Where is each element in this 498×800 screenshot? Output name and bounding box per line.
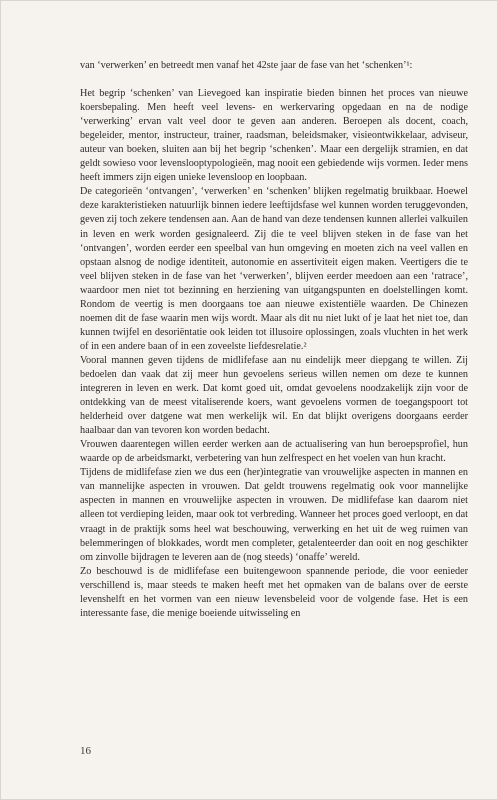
paragraph-7: Zo beschouwd is de midlifefase een buitengewoon spannende periode, die voor eenieder verschillend is, maar steeds te maken heeft met het opmaken van de balans over de eerste levenshelft en het vormen van een nieuw levensbeleid voor de volgende fase. Het is een interessante fase, die menige boeiende uitwisseling en [80, 565, 468, 619]
paragraph-4: Vooral mannen geven tijdens de midlifefase aan nu eindelijk meer diepgang te willen. Zij bedoelen dan vaak dat zij meer hun gevoelens serieus willen nemen om deze te kunnen integreren in leven en werk. Dat komt goed uit, omdat gevoelens noodzakelijk zijn voor de ontdekking van de meest vitaliserende koers, want gevoelens vormen de toegangspoort tot helderheid over datgene wat men werkelijk wil. En dat blijkt overigens doorgaans eerder haalbaar dan van tevoren kon worden bedacht. [80, 354, 468, 437]
paragraph-6: Tijdens de midlifefase zien we dus een (her)integratie van vrouwelijke aspecten in mannen en van mannelijke aspecten in vrouwen. Dat geldt trouwens regelmatig ook voor mannelijke aspecten in mannen en vrouwelijke aspecten in vrouwen. De midlifefase kan daarom niet alleen tot verdieping leiden, maar ook tot verbreding. Wanneer het proces goed verloopt, en dat vraagt in de praktijk soms heel wat beschouwing, verwerking en het uit de weg ruimen van belemmeringen of blokkades, wordt men completer, getalenteerder dan ooit en nog geschikter om zinvolle bijdragen te leveren aan de (nog steeds) ‘onaffe’ wereld. [80, 467, 468, 563]
page-number: 16 [80, 745, 91, 757]
paragraph-3: De categorieën ‘ontvangen’, ‘verwerken’ en ‘schenken’ blijken regelmatig bruikbaar. Hoewel deze karakteristieken natuurlijk binnen iedere leeftijdsfase wel kunnen worden teruggevonden, geven zij toch zekere tendensen aan. Aan de hand van deze tendensen kunnen allerlei valkuilen in leven en werk worden gesignaleerd. Zij die te veel blijven steken in de fase van het ‘ontvangen’, worden eerder een speelbal van hun omgeving en moeten zich na veel vallen en opstaan alsnog de nodige identiteit, autonomie en assertiviteit eigen maken. Veertigers die te veel blijven steken in de fase van het ‘verwerken’, blijven eerder meedoen aan een ‘ratrace’, waardoor men niet tot bezinning en herziening van uitgangspunten en doelstellingen komt. Rondom de veertig is men doorgaans toe aan nieuwe existentiële waarden. De Chinezen noemen dit de fase waarin men wijs wordt. Maar als dit nu niet lukt of je laat het niet toe, dan kunnen twijfel en desoriëntatie ook leiden tot illusoire oplossingen, zoals vluchten in het werk of in een andere baan of in een zoveelste liefdesrelatie.² [80, 186, 468, 352]
paragraph-2: Het begrip ‘schenken’ van Lievegoed kan inspiratie bieden binnen het proces van nieuwe koersbepaling. Men heeft veel levens- en werkervaring opgedaan en na de nodige ‘verwerking’ ervan valt veel door te geven aan anderen. Beroepen als docent, coach, begeleider, mentor, instructeur, trainer, raadsman, beleidsmaker, visieontwikkelaar, adviseur, auteur van boeken, sluiten aan bij het begrip ‘schenken’. Maar een dergelijk stramien, en dat geldt sowieso voor levenslooptypologieën, mag nooit een gebiedende wijs vormen. Ieder mens heeft immers zijn eigen unieke levensloop en loopbaan. [80, 88, 468, 184]
paragraph-1: van ‘verwerken’ en betreedt men vanaf het 42ste jaar de fase van het ‘schenken’¹: [80, 60, 413, 71]
body-text [80, 59, 468, 621]
paragraph-5: Vrouwen daarentegen willen eerder werken aan de actualisering van hun beroepsprofiel, hun waarde op de arbeidsmarkt, verbetering van hun zelfrespect en het voelen van hun kracht. [80, 439, 468, 465]
